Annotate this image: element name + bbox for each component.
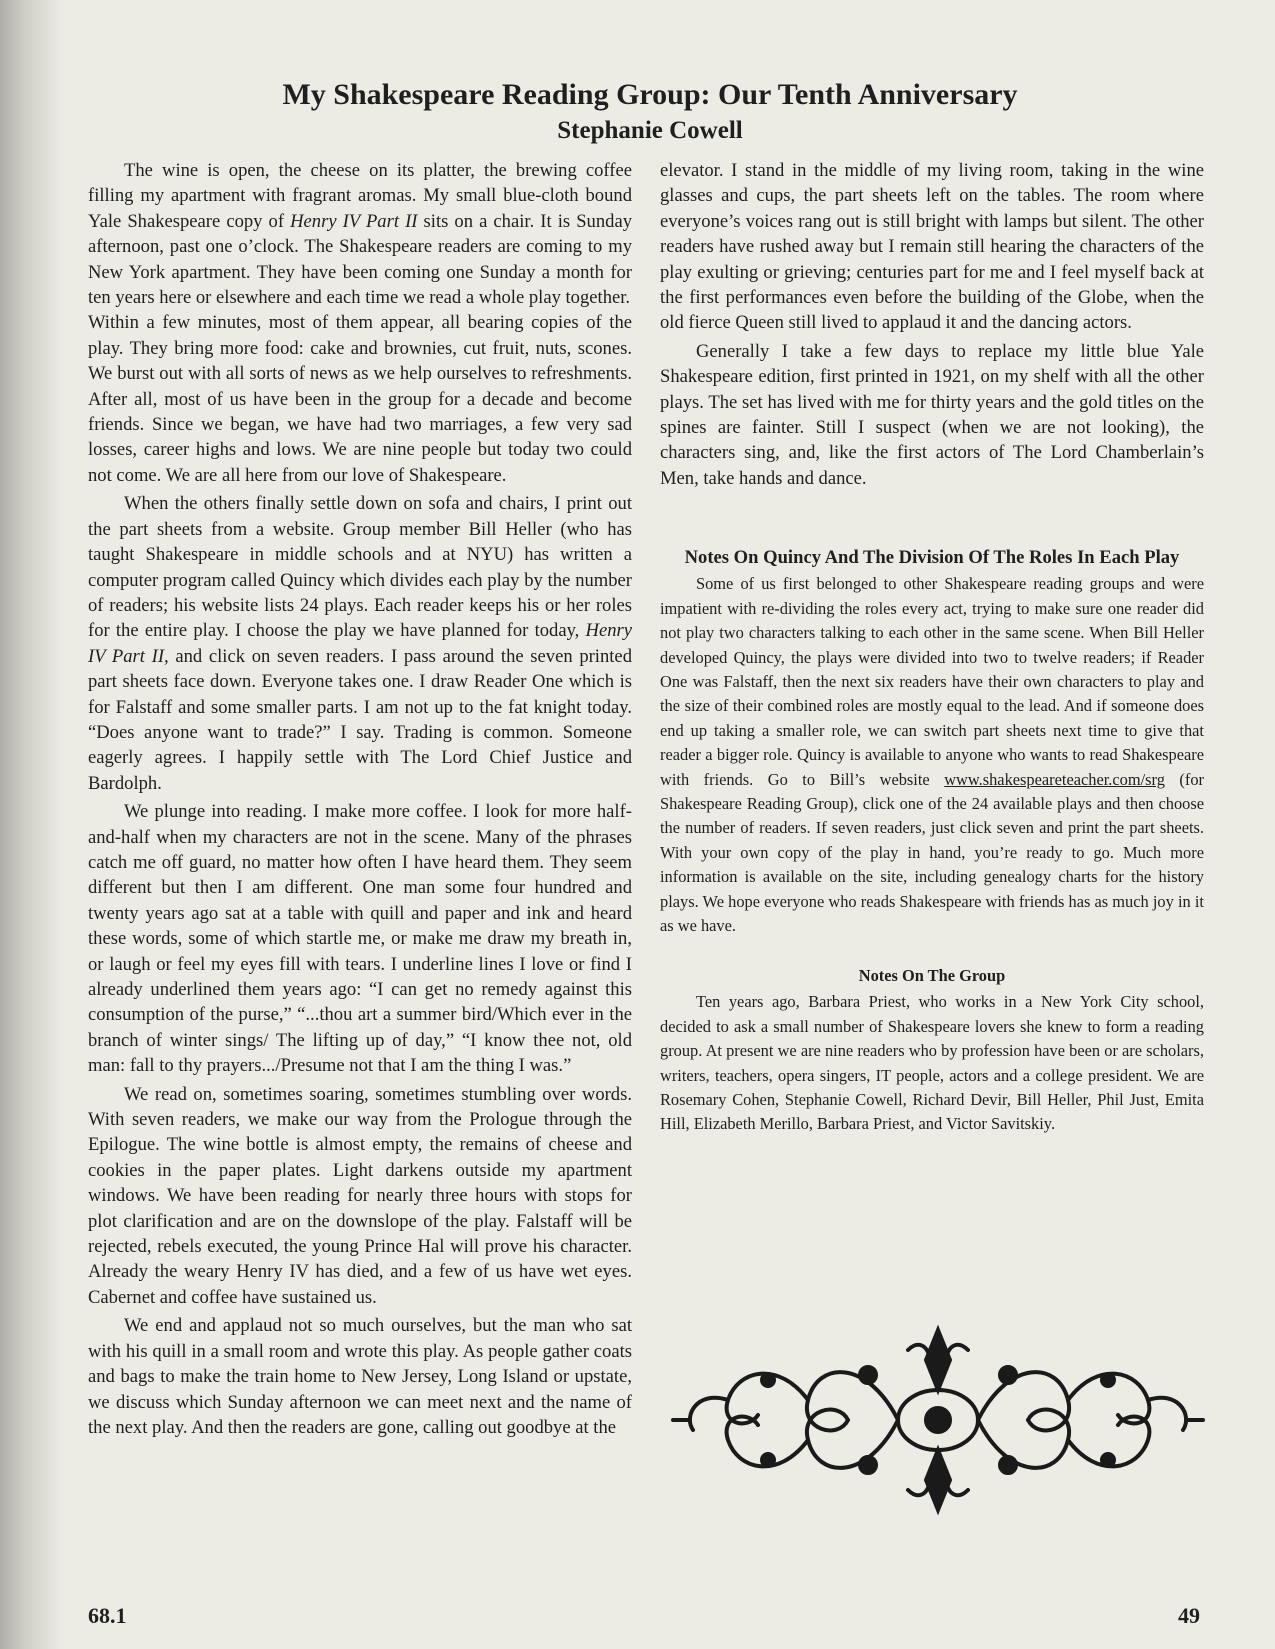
paragraph: We plunge into reading. I make more coffee. I look for more half-and-half when my characters are not in the scene. Many of the phrases catch me off guard, no matter how often I have heard them. They seem different but then I am different. One man some four hundred and twenty years ago sat at a table with quill and paper and ink and heard these words, some of which startle me, or make me draw my breath in, or laugh or feel my eyes fill with tears. I underline lines I love or find I already underlined them years ago: “I can get no remedy against this consumption of the purse,” “...thou art a summer bird/Which ever in the branch of winter sings/ The lifting up of day,” “I know thee not, old man: fall to thy prayers.../Presume not that I am the thing I was.”	[88, 801, 632, 1077]
paragraph: Generally I take a few days to replace my little blue Yale Shakespeare edition, first printed in 1921, on my shelf with all the other plays. The set has lived with me for thirty years and the gold titles on the spines are fainter. Still I suspect (when we are not looking), the characters sing, and, like the first actors of The Lord Chamberlain’s Men, take hands and dance.	[660, 340, 1204, 489]
decorative-ornament	[668, 1320, 1208, 1520]
book-title: Henry IV Part II	[290, 210, 418, 232]
paragraph: Ten years ago, Barbara Priest, who works in a New York City school, decided to ask a small number of Shakespeare lovers she knew to form a reading group. At present we are nine readers who by profession have been or are scholars, writers, teachers, opera singers, IT people, actors and a college president. We are Rosemary Cohen, Stephanie Cowell, Richard Devir, Bill Heller, Phil Just, Emita Hill, Elizabeth Merillo, Barbara Priest, and Victor Savitskiy.	[660, 992, 1204, 1134]
article-title: My Shakespeare Reading Group: Our Tenth Anniversary	[282, 78, 1018, 111]
article-author: Stephanie Cowell	[557, 117, 743, 144]
book-title: Henry IV Part II,	[88, 620, 632, 667]
page-number: 49	[1178, 1603, 1200, 1628]
website-link[interactable]: www.shakespeareteacher.com/srg	[944, 769, 1165, 789]
paragraph: We end and applaud not so much ourselves, but the man who sat with his quill in a small room and wrote this play. As people gather coats and bags to make the train home to New Jersey, Long Island or upstate, we discuss which Sunday afternoon we can meet next and the name of the next play. And then the readers are gone, calling out goodbye at the	[88, 1315, 632, 1438]
paragraph: Some of us first belonged to other Shakespeare reading groups and were impatient with re-dividing the roles every act, trying to make sure one reader did not play two characters talking to each other in the same scene. When Bill Heller developed Quincy, the plays were divided into two to twelve readers; if Reader One was Falstaff, then the next six readers have their own characters to play and the size of their combined roles are mostly equal to the lead. And if someone does end up taking a smaller role, we can switch part sheets next time to give that reader a bigger role. Quincy is available to anyone who wants to read Shakespeare with friends. Go to Bill’s website www.shakespeareteacher.com/srg (for Shakespeare Reading Group), click one of the 24 available plays and then choose the number of readers. If seven readers, just click seven and print the part sheets. With your own copy of the play in hand, you’re ready to go. Much more information is available on the site, including genealogy charts for the history plays. We hope everyone who reads Shakespeare with friends has as much joy in it as we have.	[660, 574, 1205, 935]
paragraph: Within a few minutes, most of them appear, all bearing copies of the play. They bring more food: cake and brownies, cut fruit, nuts, scones. We burst out with all sorts of news as we help ourselves to refreshments. After all, most of us have been in the group for a decade and become friends. Since we began, we have had two marriages, a few very sad losses, career highs and lows. We are nine people but today two could not come. We are all here from our love of Shakespeare.	[88, 312, 632, 486]
issue-number: 68.1	[88, 1603, 127, 1628]
left-column	[88, 158, 632, 1440]
paragraph: When the others finally settle down on sofa and chairs, I print out the part sheets from a website. Group member Bill Heller (who has taught Shakespeare in middle schools and at NYU) has written a computer program called Quincy which divides each play by the number of readers; his website lists 24 plays. Each reader keeps his or her roles for the entire play. I choose the play we have planned for today, Henry IV Part II, and click on seven readers. I pass around the seven printed part sheets face down. Everyone takes one. I draw Reader One which is for Falstaff and some smaller parts. I am not up to the fat knight today. “Does anyone want to trade?” I say. Trading is common. Someone eagerly agrees. I happily settle with The Lord Chief Justice and Bardolph.	[88, 493, 632, 794]
section-heading-quincy: Notes On Quincy And The Division Of The Roles In Each Play	[684, 547, 1180, 569]
right-column	[660, 158, 1204, 1137]
paragraph: The wine is open, the cheese on its platter, the brewing coffee filling my apartment with fragrant aromas. My small blue-cloth bound Yale Shakespeare copy of Henry IV Part II sits on a chair. It is Sunday afternoon, past one o’clock. The Shakespeare readers are coming to my New York apartment. They have been coming one Sunday a month for ten years here or elsewhere and each time we read a whole play together.	[88, 160, 632, 309]
paragraph: We read on, sometimes soaring, sometimes stumbling over words. With seven readers, we make our way from the Prologue through the Epilogue. The wine bottle is almost empty, the remains of cheese and cookies in the paper plates. Light darkens outside my apartment windows. We have been reading for nearly three hours with stops for plot clarification and are on the downslope of the play. Falstaff will be rejected, rebels executed, the young Prince Hal will prove his character. Already the weary Henry IV has died, and a few of us have wet eyes. Cabernet and coffee have sustained us.	[88, 1083, 632, 1308]
section-heading-group: Notes On The Group	[858, 966, 1006, 986]
paragraph: elevator. I stand in the middle of my living room, taking in the wine glasses and cups, the part sheets left on the tables. The room where everyone’s voices rang out is still bright with lamps but silent. The other readers have rushed away but I remain still hearing the characters of the play exulting or grieving; centuries part for me and I feel myself back at the first performances even before the building of the Globe, when the old fierce Queen still lived to applaud it and the dancing actors.	[660, 160, 1204, 334]
